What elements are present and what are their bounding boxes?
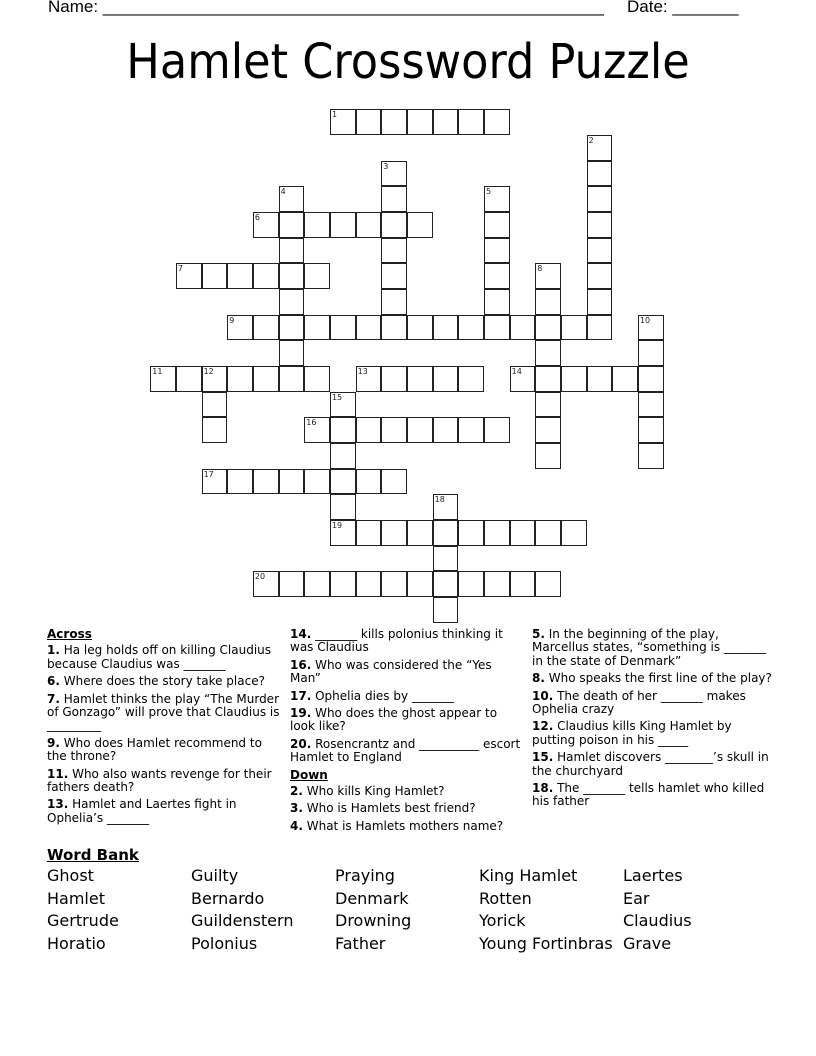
grid-cell[interactable] [535, 443, 561, 469]
clue-number: 15 [331, 392, 343, 402]
down-clue-2: 2. Who kills King Hamlet? [290, 784, 445, 799]
grid-cell[interactable] [330, 392, 356, 418]
word-bank-item: Drowning [335, 911, 412, 930]
grid-cell[interactable] [202, 469, 228, 495]
word-bank-item: Bernardo [191, 888, 265, 908]
grid-cell[interactable] [330, 520, 356, 546]
across-heading: Across [47, 627, 92, 641]
grid-cell[interactable] [535, 340, 561, 366]
across-clue-20: 20. Rosencrantz and __________ escort Hamlet to England [290, 736, 521, 765]
word-bank-title: Word Bank [47, 846, 139, 864]
grid-cell[interactable] [279, 212, 305, 238]
grid-cell[interactable] [304, 263, 330, 289]
grid-cell[interactable] [587, 238, 613, 264]
grid-cell[interactable] [638, 315, 664, 341]
grid-cell[interactable] [535, 571, 561, 597]
grid-cell[interactable] [407, 571, 433, 597]
grid-cell[interactable] [407, 366, 433, 392]
word-bank-item: Laertes [623, 866, 683, 885]
grid-cell[interactable] [279, 289, 305, 315]
grid-cell[interactable] [484, 263, 510, 289]
grid-cell[interactable] [638, 392, 664, 418]
word-bank-item: Ear [623, 888, 650, 908]
date-field-label: Date: _______ [627, 0, 739, 16]
clue-number: 4 [280, 187, 286, 197]
grid-cell[interactable] [304, 212, 330, 238]
across-clue-17: 17. Ophelia dies by _______ [290, 688, 454, 703]
word-bank-list [47, 866, 767, 953]
grid-cell[interactable] [587, 161, 613, 187]
clues-column-1 [47, 628, 282, 829]
crossword-grid [151, 110, 671, 630]
grid-cell[interactable] [587, 186, 613, 212]
grid-cell[interactable] [638, 366, 664, 392]
clue-number: 20 [254, 572, 266, 582]
grid-cell[interactable] [304, 417, 330, 443]
grid-cell[interactable] [484, 109, 510, 135]
grid-cell[interactable] [381, 469, 407, 495]
clue-number: 19 [331, 520, 343, 530]
grid-cell[interactable] [279, 366, 305, 392]
grid-cell[interactable] [561, 520, 587, 546]
clue-number: 3 [383, 161, 389, 171]
across-clue-14: 14. _______ kills polonius thinking it was Claudius [290, 627, 503, 655]
word-bank-item: Claudius [623, 911, 692, 930]
word-bank-item: Praying [335, 866, 395, 885]
grid-cell[interactable] [587, 366, 613, 392]
grid-cell[interactable] [381, 315, 407, 341]
clues-column-3 [532, 628, 772, 813]
down-clue-3: 3. Who is Hamlets best friend? [290, 801, 476, 816]
grid-cell[interactable] [510, 315, 536, 341]
grid-cell[interactable] [535, 417, 561, 443]
clue-number: 16 [306, 418, 317, 428]
grid-cell[interactable] [484, 289, 510, 315]
grid-cell[interactable] [176, 366, 202, 392]
grid-cell[interactable] [176, 263, 202, 289]
clue-number: 6 [254, 212, 261, 222]
grid-cell[interactable] [356, 212, 382, 238]
word-bank-item: Ghost [47, 866, 94, 885]
grid-cell[interactable] [253, 469, 279, 495]
grid-cell[interactable] [330, 469, 356, 495]
grid-cell[interactable] [433, 571, 459, 597]
grid-cell[interactable] [458, 109, 484, 135]
grid-cell[interactable] [202, 417, 228, 443]
grid-cell[interactable] [227, 366, 253, 392]
grid-cell[interactable] [330, 494, 356, 520]
grid-cell[interactable] [433, 366, 459, 392]
grid-cell[interactable] [407, 212, 433, 238]
grid-cell[interactable] [535, 366, 561, 392]
grid-cell[interactable] [253, 571, 279, 597]
grid-cell[interactable] [587, 263, 613, 289]
grid-cell[interactable] [458, 417, 484, 443]
down-clue-8: 8. Who speaks the first line of the play? [532, 671, 772, 686]
grid-cell[interactable] [484, 571, 510, 597]
grid-cell[interactable] [304, 571, 330, 597]
grid-cell[interactable] [535, 520, 561, 546]
grid-cell[interactable] [433, 546, 459, 572]
grid-cell[interactable] [433, 494, 459, 520]
name-field-label: Name: _____________________________________________________ [48, 0, 604, 16]
grid-cell[interactable] [535, 315, 561, 341]
grid-cell[interactable] [510, 571, 536, 597]
down-clue-15: 15. Hamlet discovers ________’s skull in the churchyard [532, 750, 769, 778]
grid-cell[interactable] [356, 109, 382, 135]
grid-cell[interactable] [381, 366, 407, 392]
word-bank-item: Yorick [479, 911, 526, 930]
clue-number: 13 [357, 366, 368, 376]
grid-cell[interactable] [279, 263, 305, 289]
grid-cell[interactable] [433, 520, 459, 546]
across-clue-6: 6. Where does the story take place? [47, 674, 265, 689]
word-bank-item: Grave [623, 933, 672, 953]
grid-cell[interactable] [202, 263, 228, 289]
grid-cell[interactable] [612, 366, 638, 392]
grid-cell[interactable] [561, 366, 587, 392]
grid-cell[interactable] [433, 315, 459, 341]
grid-cell[interactable] [330, 417, 356, 443]
grid-cell[interactable] [407, 417, 433, 443]
clue-number: 1 [331, 110, 338, 120]
word-bank-item: Guildenstern [191, 911, 294, 930]
grid-cell[interactable] [587, 212, 613, 238]
grid-cell[interactable] [381, 186, 407, 212]
grid-cell[interactable] [484, 417, 510, 443]
grid-cell[interactable] [227, 315, 253, 341]
grid-cell[interactable] [535, 263, 561, 289]
grid-cell[interactable] [304, 469, 330, 495]
down-heading: Down [290, 767, 328, 782]
grid-cell[interactable] [381, 212, 407, 238]
grid-cell[interactable] [484, 520, 510, 546]
grid-cell[interactable] [304, 315, 330, 341]
word-bank-item: Polonius [191, 933, 258, 953]
grid-cell[interactable] [381, 263, 407, 289]
grid-cell[interactable] [510, 366, 536, 392]
clue-number: 8 [537, 264, 543, 274]
word-bank-item: Denmark [335, 888, 409, 908]
grid-cell[interactable] [330, 212, 356, 238]
grid-cell[interactable] [330, 443, 356, 469]
grid-cell[interactable] [227, 469, 253, 495]
grid-cell[interactable] [202, 392, 228, 418]
grid-cell[interactable] [484, 186, 510, 212]
grid-cell[interactable] [253, 366, 279, 392]
clue-number: 2 [588, 135, 594, 145]
clue-number: 17 [203, 469, 214, 479]
across-clue-13: 13. Hamlet and Laertes fight in Ophelia’s _______ [47, 797, 237, 825]
grid-cell[interactable] [381, 571, 407, 597]
grid-cell[interactable] [279, 571, 305, 597]
grid-cell[interactable] [330, 315, 356, 341]
grid-cell[interactable] [407, 109, 433, 135]
across-clue-9: 9. Who does Hamlet recommend to the throne? [47, 735, 262, 764]
clue-number: 11 [152, 366, 163, 376]
clue-number: 14 [511, 366, 522, 376]
grid-cell[interactable] [356, 366, 382, 392]
grid-cell[interactable] [484, 315, 510, 341]
across-clue-1: 1. Ha leg holds off on killing Claudius because Claudius was _______ [47, 643, 272, 671]
across-clue-19: 19. Who does the ghost appear to look like? [290, 706, 498, 734]
grid-cell[interactable] [433, 109, 459, 135]
word-bank-item: Young Fortinbras [479, 933, 613, 953]
down-clue-4: 4. What is Hamlets mothers name? [290, 818, 504, 833]
grid-cell[interactable] [356, 417, 382, 443]
across-clue-7: 7. Hamlet thinks the play “The Murder of Gonzago” will prove that Claudius is _________ [47, 691, 280, 733]
page-title: Hamlet Crossword Puzzle [126, 34, 690, 90]
grid-cell[interactable] [433, 597, 459, 623]
grid-cell[interactable] [535, 289, 561, 315]
word-bank-item: Guilty [191, 866, 239, 885]
word-bank-item: Horatio [47, 933, 106, 953]
grid-cell[interactable] [304, 366, 330, 392]
down-clue-12: 12. Claudius kills King Hamlet by putting poison in his _____ [532, 719, 732, 747]
grid-cell[interactable] [407, 520, 433, 546]
grid-cell[interactable] [279, 315, 305, 341]
grid-cell[interactable] [253, 315, 279, 341]
grid-cell[interactable] [356, 520, 382, 546]
grid-cell[interactable] [381, 520, 407, 546]
grid-cell[interactable] [638, 443, 664, 469]
grid-cell[interactable] [356, 571, 382, 597]
grid-cell[interactable] [202, 366, 228, 392]
grid-cell[interactable] [381, 417, 407, 443]
grid-cell[interactable] [356, 469, 382, 495]
word-bank [47, 846, 767, 953]
grid-cell[interactable] [253, 212, 279, 238]
grid-cell[interactable] [561, 315, 587, 341]
grid-cell[interactable] [330, 571, 356, 597]
word-bank-item: Hamlet [47, 888, 105, 908]
grid-cell[interactable] [433, 417, 459, 443]
clues-column-2 [290, 628, 522, 837]
grid-cell[interactable] [484, 238, 510, 264]
grid-cell[interactable] [253, 263, 279, 289]
word-bank-item: King Hamlet [479, 866, 578, 885]
grid-cell[interactable] [279, 340, 305, 366]
grid-cell[interactable] [279, 238, 305, 264]
grid-cell[interactable] [587, 135, 613, 161]
word-bank-item: Father [335, 933, 386, 953]
grid-cell[interactable] [279, 469, 305, 495]
word-bank-item: Gertrude [47, 911, 119, 930]
across-clue-16: 16. Who was considered the “Yes Man” [290, 657, 492, 686]
grid-cell[interactable] [227, 263, 253, 289]
grid-cell[interactable] [330, 109, 356, 135]
grid-cell[interactable] [535, 392, 561, 418]
clue-number: 5 [485, 187, 492, 197]
grid-cell[interactable] [638, 417, 664, 443]
grid-cell[interactable] [356, 315, 382, 341]
grid-cell[interactable] [484, 212, 510, 238]
grid-cell[interactable] [458, 520, 484, 546]
down-clue-18: 18. The _______ tells hamlet who killed his father [532, 781, 765, 809]
clue-number: 9 [229, 315, 235, 325]
grid-cell[interactable] [407, 315, 433, 341]
word-bank-item: Rotten [479, 888, 532, 908]
grid-cell[interactable] [510, 520, 536, 546]
grid-cell[interactable] [279, 186, 305, 212]
across-clue-11: 11. Who also wants revenge for their fathers death? [47, 766, 272, 795]
grid-cell[interactable] [587, 315, 613, 341]
grid-cell[interactable] [458, 366, 484, 392]
down-clue-5: 5. In the beginning of the play, Marcellus states, “something is _______ in the state of Denmark” [532, 627, 766, 668]
grid-cell[interactable] [638, 340, 664, 366]
down-clue-10: 10. The death of her _______ makes Ophelia crazy [532, 688, 746, 717]
grid-cell[interactable] [150, 366, 176, 392]
clue-number: 10 [639, 315, 651, 325]
clue-number: 18 [434, 495, 445, 505]
grid-cell[interactable] [587, 289, 613, 315]
grid-cell[interactable] [458, 315, 484, 341]
grid-cell[interactable] [381, 161, 407, 187]
clue-number: 12 [203, 366, 214, 376]
grid-cell[interactable] [381, 238, 407, 264]
grid-cell[interactable] [381, 109, 407, 135]
clue-number: 7 [177, 264, 183, 274]
grid-cell[interactable] [381, 289, 407, 315]
grid-cell[interactable] [458, 571, 484, 597]
